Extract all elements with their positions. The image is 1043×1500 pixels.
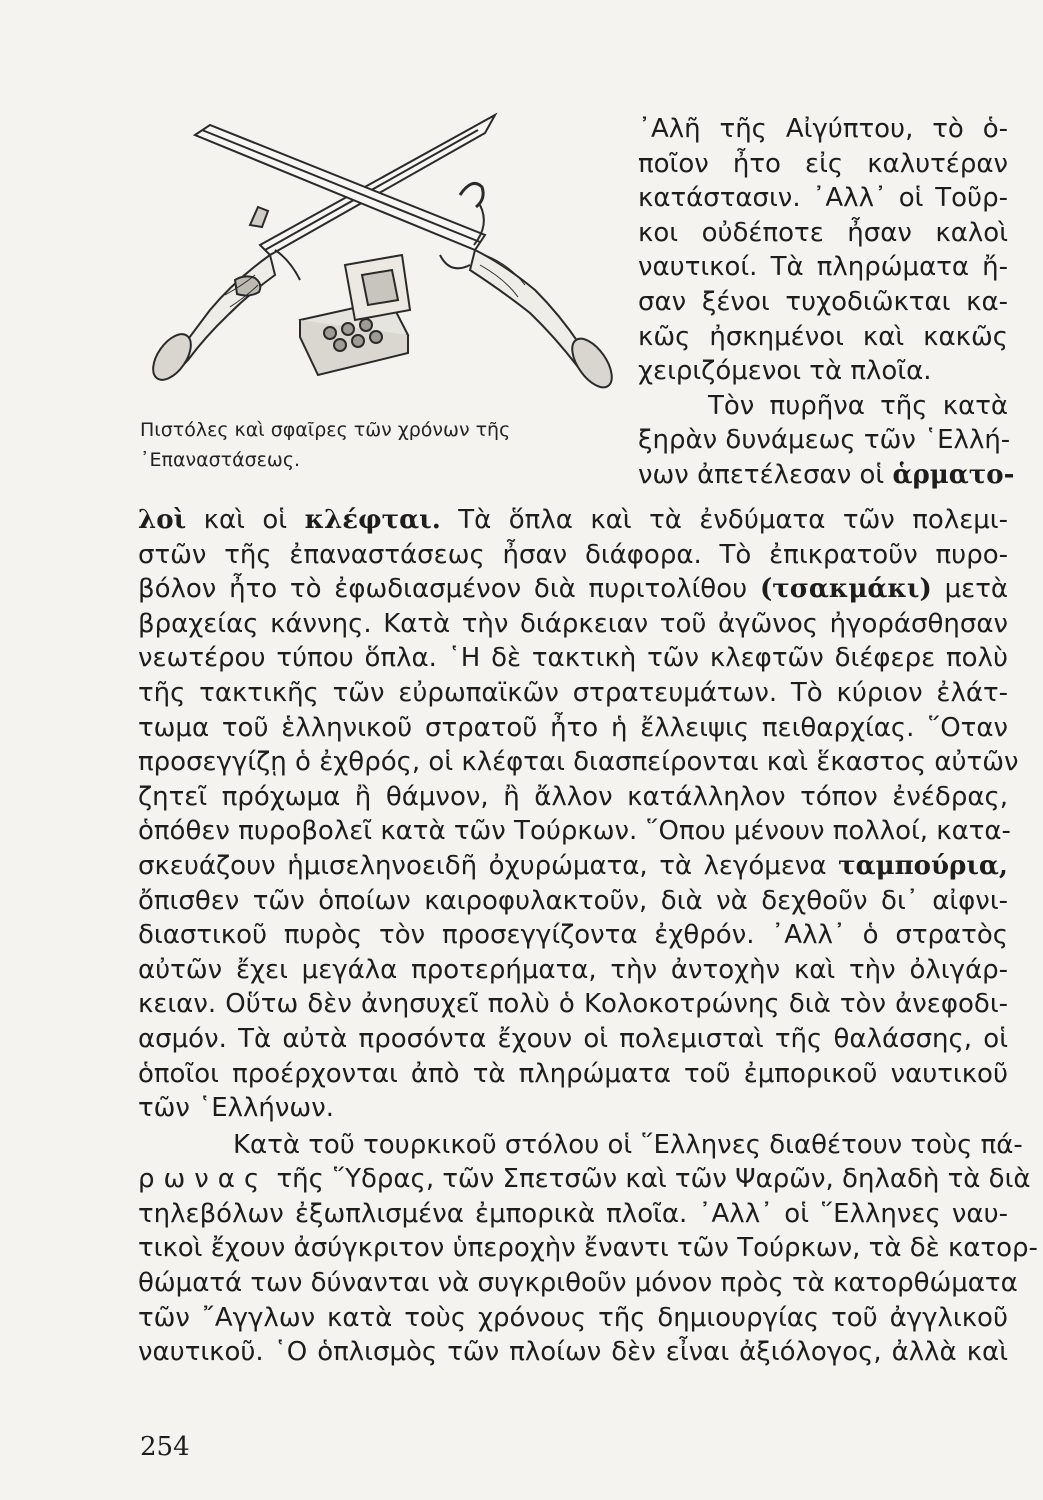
text-line: ναυτικοῦ. ῾Ο ὁπλισμὸς τῶν πλοίων δὲν εἶναι ἀξιόλογος, ἀλλὰ καὶ xyxy=(138,1337,1008,1368)
text-line: στῶν τῆς ἐπαναστάσεως ἦσαν διάφορα. Τὸ ἐπικρατοῦν πυρο- xyxy=(138,539,1008,570)
text-line: νεωτέρου τύπου ὅπλα. ῾Η δὲ τακτικὴ τῶν κλεφτῶν διέφερε πολὺ xyxy=(138,643,1008,674)
main-body-text xyxy=(138,503,1038,1370)
text-line: τικοὶ ἔχουν ἀσύγκριτον ὑπεροχὴν ἔναντι τῶν Τούρκων, τὰ δὲ κατορ- xyxy=(138,1233,1038,1264)
text-line: διαστικοῦ πυρὸς τὸν προσεγγίζοντα ἐχθρόν. ᾿Αλλ᾿ ὁ στρατὸς xyxy=(138,920,1008,951)
text-line xyxy=(138,572,1008,607)
text-line xyxy=(138,503,1008,538)
text-line: ᾿Αλῆ τῆς Αἰγύπτου, τὸ ὁ- xyxy=(638,114,1008,144)
caption-line: Πιστόλες καὶ σφαῖρες τῶν χρόνων τῆς xyxy=(140,419,511,441)
text-line: κατάστασιν. ᾿Αλλ᾿ οἱ Τοῦρ- xyxy=(638,183,1008,214)
text-line: ὄπισθεν τῶν ὁποίων καιροφυλακτοῦν, διὰ νὰ δεχθοῦν δι᾿ αἰφνι- xyxy=(138,885,1008,916)
text-run: Τὰ ὅπλα καὶ τὰ ἐνδύματα τῶν πολεμι- xyxy=(440,505,1008,535)
text-line: κειαν. Οὕτω δὲν ἀνησυχεῖ πολὺ ὁ Κολοκοτρώνης διὰ τὸν ἀνεφοδι- xyxy=(138,989,1008,1020)
text-line: ναυτικοί. Τὰ πληρώματα ἤ- xyxy=(638,252,1008,283)
text-line: τῶν ῎Αγγλων κατὰ τοὺς χρόνους τῆς δημιουργίας τοῦ ἀγγλικοῦ xyxy=(138,1302,1008,1333)
text-line: κῶς ἠσκημένοι καὶ κακῶς xyxy=(638,321,1008,352)
bold-term: λοὶ xyxy=(138,505,187,535)
text-line: ποῖον ἦτο εἰς καλυτέραν xyxy=(638,148,1008,179)
ammunition-box-icon xyxy=(300,255,410,375)
text-line: ξηρὰν δυνάμεως τῶν ῾Ελλή- xyxy=(638,425,1011,456)
text-line: σαν ξένοι τυχοδιῶκται κα- xyxy=(638,286,1008,317)
text-line: ὁπόθεν πυροβολεῖ κατὰ τῶν Τούρκων. ῞Οπου μένουν πολλοί, κατα- xyxy=(138,816,1011,847)
text-line: προσεγγίζῃ ὁ ἐχθρός, οἱ κλέφται διασπείρονται καὶ ἕκαστος αὐτῶν xyxy=(138,747,1019,778)
text-line xyxy=(138,1162,1031,1197)
spaced-term: ρωνας xyxy=(138,1164,269,1195)
text-run: τῆς ῞Υδρας, τῶν Σπετσῶν καὶ τῶν Ψαρῶν, δηλαδὴ τὰ διὰ xyxy=(268,1164,1031,1195)
text-line: ασμόν. Τὰ αὐτὰ προσόντα ἔχουν οἱ πολεμισταὶ τῆς θαλάσσης, οἱ xyxy=(138,1023,1008,1054)
bold-term: ἁρματο- xyxy=(892,459,1015,490)
text-line: τῶν ῾Ελλήνων. xyxy=(138,1093,334,1124)
text-run: μετὰ xyxy=(931,574,1008,605)
pistols-illustration xyxy=(140,105,640,405)
figure-caption xyxy=(140,415,610,475)
text-line: κοι οὐδέποτε ἦσαν καλοὶ xyxy=(638,217,1008,248)
text-line xyxy=(638,458,1015,493)
text-line: αὐτῶν ἔχει μεγάλα προτερήματα, τὴν ἀντοχὴν καὶ τὴν ὀλιγάρ- xyxy=(138,954,1008,985)
text-line: Κατὰ τοῦ τουρκικοῦ στόλου οἱ ῞Ελληνες διαθέτουν τοὺς πά- xyxy=(233,1129,1023,1160)
right-column-text xyxy=(638,112,1015,493)
text-line: ζητεῖ πρόχωμα ἢ θάμνον, ἢ ἄλλον κατάλληλον τόπον ἐνέδρας, xyxy=(138,781,1008,812)
text-line: χειριζόμενοι τὰ πλοῖα. xyxy=(638,356,932,387)
text-line: τωμα τοῦ ἑλληνικοῦ στρατοῦ ἦτο ἡ ἔλλειψις πειθαρχίας. ῞Οταν xyxy=(138,712,1008,743)
bold-term: ταμπούρια, xyxy=(838,850,1008,881)
text-run: καὶ οἱ xyxy=(186,505,305,535)
text-run: σκευάζουν ἡμισεληνοειδῆ ὀχυρώματα, τὰ λεγόμενα xyxy=(138,850,839,881)
text-line: ὁποῖοι προέρχονται ἀπὸ τὰ πληρώματα τοῦ ἐμπορικοῦ ναυτικοῦ xyxy=(138,1058,1008,1089)
text-line: βραχείας κάννης. Κατὰ τὴν διάρκειαν τοῦ ἀγῶνος ἠγοράσθησαν xyxy=(138,608,1008,639)
text-line xyxy=(138,849,1008,884)
page-number: 254 xyxy=(140,1432,190,1462)
crossed-pistols-drawing xyxy=(140,105,640,405)
text-line: Τὸν πυρῆνα τῆς κατὰ xyxy=(708,390,1008,421)
text-line: τηλεβόλων ἐξωπλισμένα ἐμπορικὰ πλοῖα. ᾿Αλλ᾿ οἱ ῞Ελληνες ναυ- xyxy=(138,1198,1008,1229)
text-run: βόλον ἦτο τὸ ἐφωδιασμένον διὰ πυριτολίθου xyxy=(138,574,760,605)
text-line: τῆς τακτικῆς τῶν εὐρωπαϊκῶν στρατευμάτων. Τὸ κύριον ἐλάτ- xyxy=(138,677,1008,708)
caption-line: ᾿Επαναστάσεως. xyxy=(140,449,301,471)
text-run: νων ἀπετέλεσαν οἱ xyxy=(638,459,893,490)
text-line: θώματά των δύνανται νὰ συγκριθοῦν μόνον πρὸς τὰ κατορθώματα xyxy=(138,1268,1018,1299)
bold-term: κλέφται. xyxy=(304,505,441,535)
bold-term: (τσακμάκι) xyxy=(759,574,932,605)
